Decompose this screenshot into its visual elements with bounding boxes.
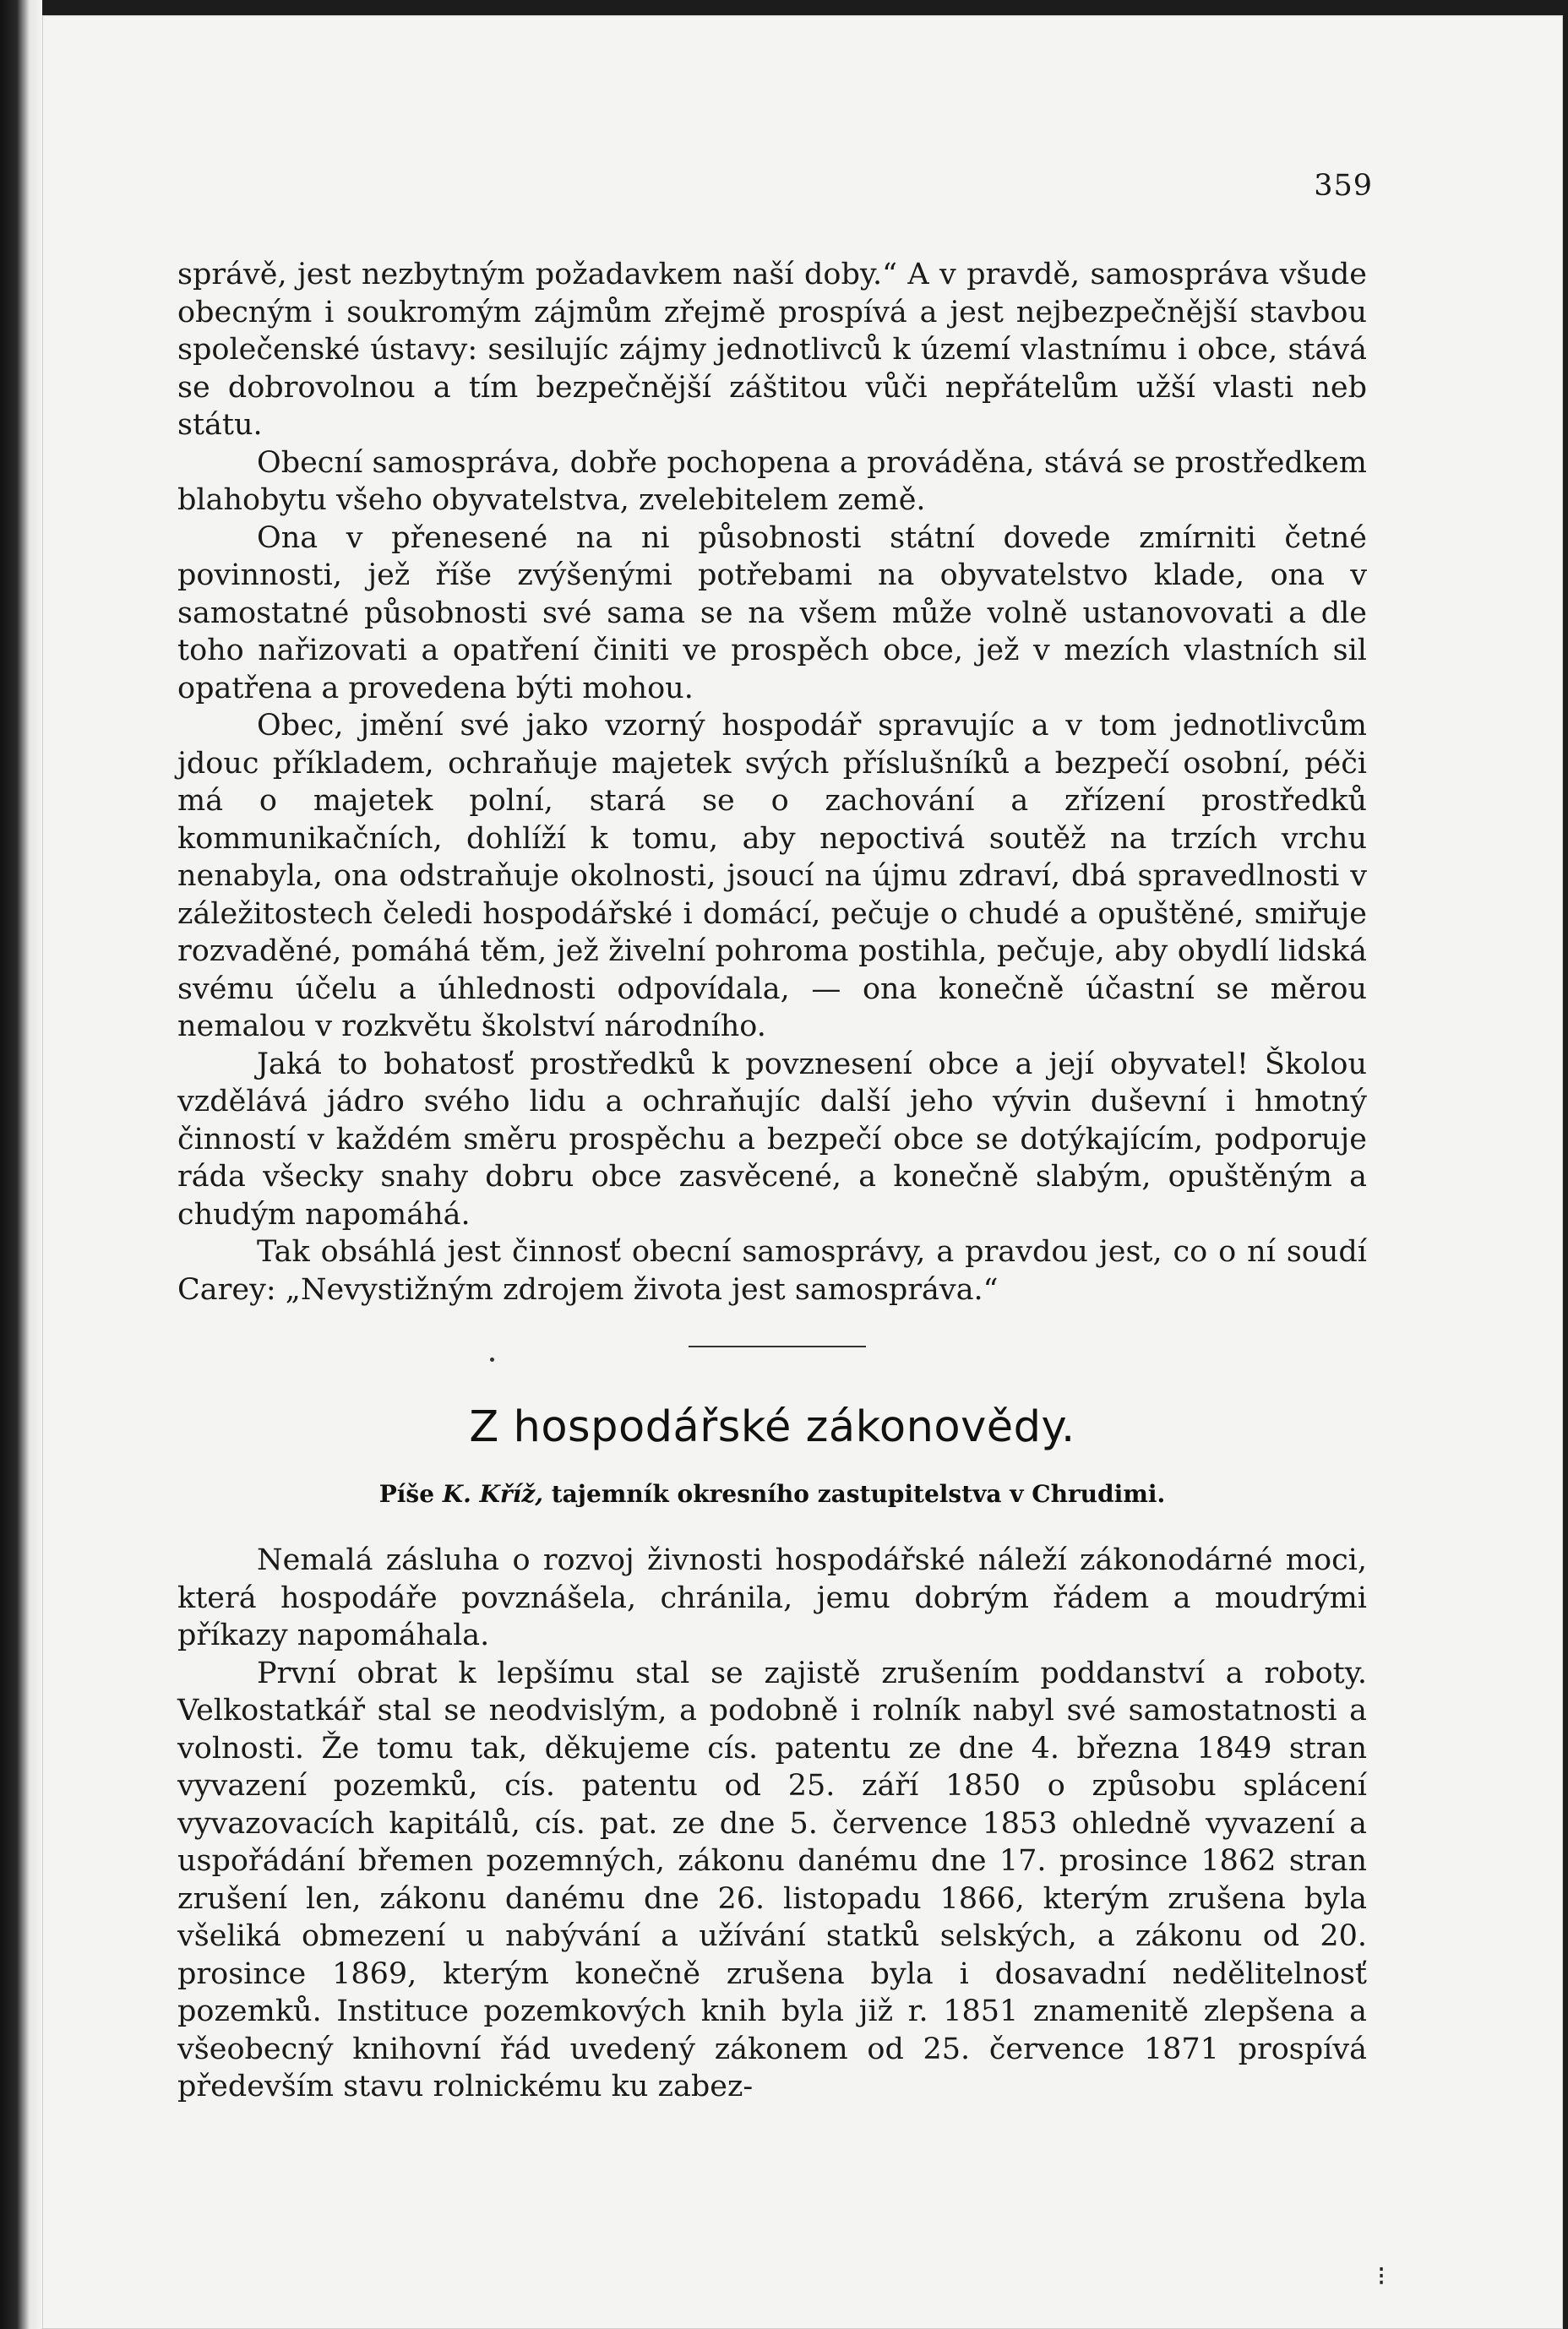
paragraph: První obrat k lepšímu stal se zajistě zrušením poddanství a roboty. Velkostatkář stal se neodvislým, a podobně i rolník nabyl své samostatnosti a volnosti. Že tomu tak, děkujeme cís. patentu ze dne 4. března 1849 stran vyvazení pozemků, cís. patentu od 25. září 1850 o způsobu splácení vyvazovacích kapitálů, cís. pat. ze dne 5. července 1853 ohledně vyvazení a uspořádání břemen pozemných, zákonu danému dne 17. prosince 1862 stran zrušení len, zákonu danému dne 26. listopadu 1866, kterým zrušena byla všeliká obmezení u nabývání a užívání statků selských, a zákonu od 20. prosince 1869, kterým konečně zrušena byla i dosavadní nedělitelnosť pozemků. Instituce pozemkových knih byla již r. 1851 znamenitě zlepšena a všeobecný knihovní řád uvedený zákonem od 25. července 1871 prospívá především stavu rolnickému ku zabez- [177, 1656, 1367, 2103]
paragraph: správě, jest nezbytným požadavkem naší doby.“ A v pravdě, samospráva všude obecným i soukromým zájmům zřejmě prospívá a jest nejbezpečnější stavbou společenské ústavy: sesilujíc zájmy jednotlivců k území vlastnímu i obce, stává se dobrovolnou a tím bezpečnější záštitou vůči nepřátelům užší vlasti neb státu. [177, 258, 1367, 442]
paragraph: Jaká to bohatosť prostředků k povznesení obce a její obyvatel! Školou vzdělává jádro svého lidu a ochraňujíc další jeho vývin duševní i hmotný činností v každém směru prospěchu a bezpečí obce se dotýkajícím, podporuje ráda všecky snahy dobru obce zasvěcené, a konečně slabým, opuštěným a chudým napomáhá. [177, 1047, 1367, 1232]
paragraph: Nemalá zásluha o rozvoj živnosti hospodářské náleží zákonodárné moci, která hospodáře povznášela, chránila, jemu dobrým řádem a moudrými příkazy napomáhala. [177, 1543, 1367, 1652]
byline-author: K. Kříž, [442, 1480, 543, 1508]
stray-dot [490, 1358, 494, 1362]
paragraph: Tak obsáhlá jest činnosť obecní samosprávy, a pravdou jest, co o ní soudí Carey: „Nevystižným zdrojem života jest samospráva.“ [177, 1235, 1367, 1307]
text-block-bottom [177, 1542, 1367, 2106]
byline-prefix: Píše [378, 1480, 435, 1508]
page-number: 359 [1314, 169, 1373, 203]
section-separator [689, 1346, 866, 1347]
scan-edge [0, 0, 42, 2329]
byline [177, 1480, 1367, 1508]
paragraph: Obecní samospráva, dobře pochopena a prováděna, stává se prostředkem blahobytu všeho obyvatelstva, zvelebitelem země. [177, 445, 1367, 517]
text-block-top [177, 256, 1367, 1309]
byline-rest: tajemník okresního zastupitelstva v Chrudimi. [551, 1480, 1166, 1508]
scan-mark-icon: ⁝ [1377, 2260, 1386, 2292]
paragraph: Ona v přenesené na ni působnosti státní dovede zmírniti četné povinnosti, jež říše zvýšenými potřebami na obyvatelstvo klade, ona v samostatné působnosti své sama se na všem může volně ustanovovati a dle toho nařizovati a opatření činiti ve prospěch obce, jež v mezích vlastních sil opatřena a provedena býti mohou. [177, 520, 1367, 705]
paragraph: Obec, jmění své jako vzorný hospodář spravujíc a v tom jednotlivcům jdouc příkladem, ochraňuje majetek svých příslušníků a bezpečí osobní, péči má o majetek polní, stará se o zachování a zřízení prostředků kommunikačních, dohlíží k tomu, aby nepoctivá soutěž na trzích vrchu nenabyla, ona odstraňuje okolnosti, jsoucí na újmu zdraví, dbá spravedlnosti v záležitostech čeledi hospodářské i domácí, pečuje o chudé a opuštěné, smiřuje rozvaděné, pomáhá těm, jež živelní pohroma postihla, pečuje, aby obydlí lidská svému účelu a úhlednosti odpovídala, — ona konečně účastní se měrou nemalou v rozkvětu školství národního. [177, 709, 1367, 1043]
section-title: Z hospodářské zákonovědy. [469, 1402, 1075, 1452]
